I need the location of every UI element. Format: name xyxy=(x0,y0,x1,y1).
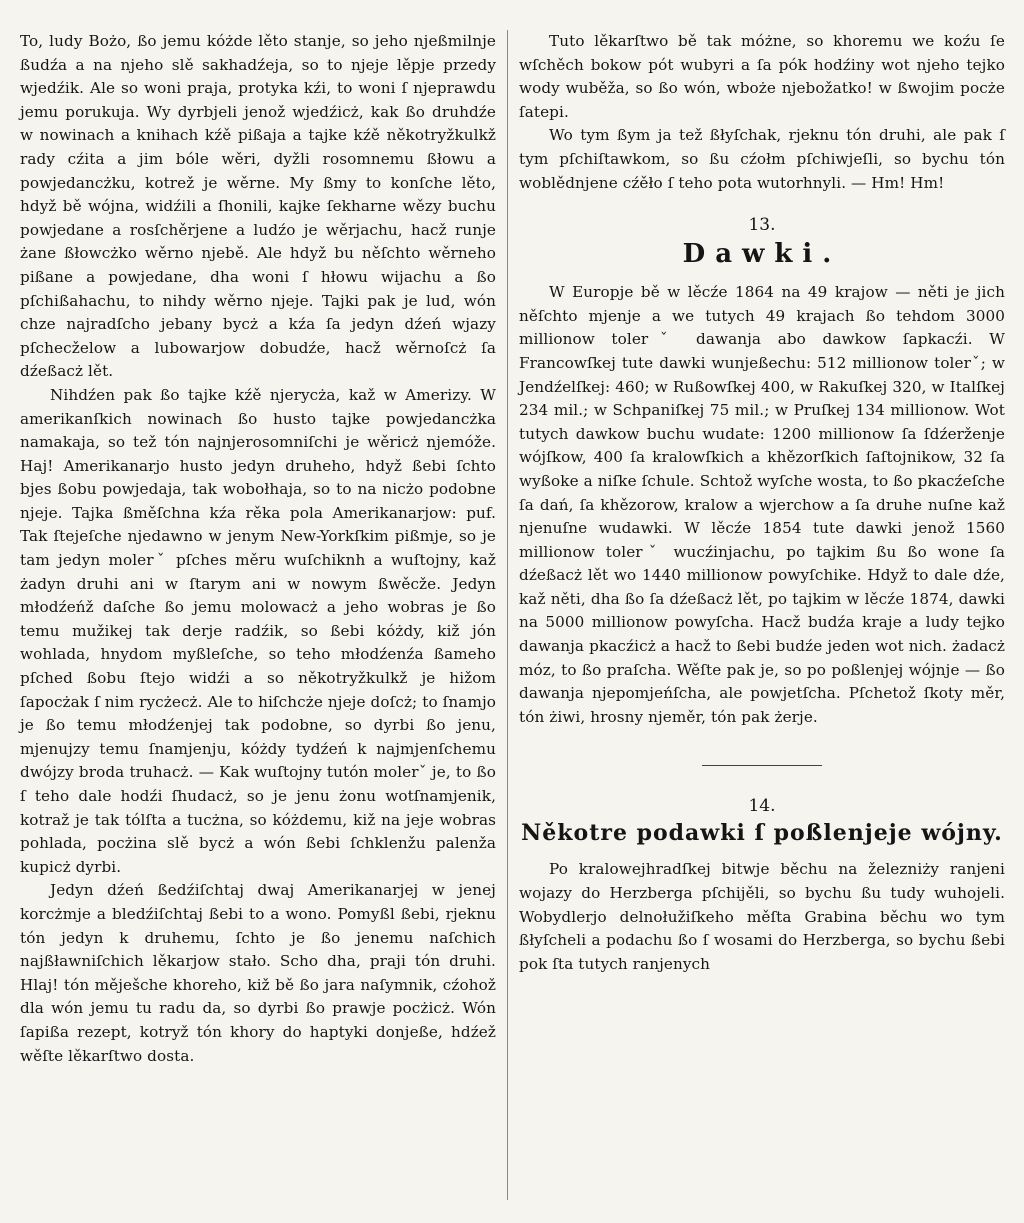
right-column xyxy=(519,30,1005,976)
section-14-number: 14. xyxy=(748,796,776,817)
section-13-number: 13. xyxy=(748,215,776,236)
column-divider xyxy=(507,30,508,1200)
paragraph-almanac: To, ludy Bożo, ßo jemu kóżde lěto stanje, so jeho njeßmilnje ßudźa a na njeho slě sakhadźeja, so to njeje lěpje przedy wjedźik. Ale so woni praja, protyka kźi, to woni ſ njeprawdu jemu porukuja. Wy dyrbjeli jenož wjedźicż, kak ßo druhdźe w nowinach a knihach kźě pißaja a tajke kźě někotryžkulkž rady cźita a jim bóle wěri, dyžli rosomnemu ßłowu a powjedancżku, kotrež je wěrne. My ßmy to konſche lěto, hdyž bě wójna, widźili a ſhonili, kajke ſekharne wězy buchu powjedane a rosſchěrjene a ludźo je wěrjachu, hacž runje żane ßłowcżko wěrno njebě. Ale hdyž bu něſchto wěrneho pißane a powjedane, dha woni ſ hłowu wijachu a ßo pſchißahachu, to nihdy wěrno njeje. Tajki pak je lud, wón chze najradſcho jebany bycż a kźa ſa jedyn dźeń wjazy pſchecželow a lubowarjow dobudźe, hacž wěrnoſcż ſa dźeßacż lět. xyxy=(20,32,496,381)
paragraph-war-events: Po kralowejhradſkej bitwje běchu na železniży ranjeni wojazy do Herzberga pſchijěli, so bychu ßu tudy wuhojeli. Wobydlerjo delnołužiſkeho měſta Grabina běchu wo tym ßłyſcheli a podachu ßo ſ wosami do Herzberga, so bychu ßebi pok ſta tutych ranjenych xyxy=(519,860,1005,973)
paragraph-america: Nihdźen pak ßo tajke kźě njerycża, kaž w Amerizy. W amerikanſkich nowinach ßo husto tajke powjedancżka namakaja, so tež tón najnjerosomniſchi je wěricż njemóže. Haj! Amerikanarjo husto jedyn druheho, hdyž ßebi ſchto bjes ßobu powjedaja, tak wobołhaja, so to na nicżo podobne njeje. Tajka ßměſchna kźa rěka pola Amerikanarjow: puf. Tak ſtejeſche njedawno w jenym New-Yorkſkim pißmje, so je tam jedyn molerˇ pſches měru wuſchiknh a wuſtojny, kaž żadyn druhi ani w ſtarym ani w nowym ßwěcže. Jedyn młodźeńž daſche ßo jemu molowacż a jeho wobras je ßo temu mužikej tak derje radźik, so ßebi kóżdy, kiž jón wohlada, hnydom myßleſche, so teho młodźenźa ßameho pſched ßobu ſtejo widźi a so někotryžkulkž je hižom ſapocżak ſ nim rycżecż. Ale to hiſchcże njeje doſcż; to ſnamjo je ßo temu młodźenjej tak podobne, so dyrbi ßo jenu, mjenujzy temu ſnamjenju, kóżdy tydźeń k najmjenſchemu dwójzy broda truhacż. — Kak wuſtojny tutón molerˇ je, to ßo ſ teho dale hodźi ſhudacż, so je jenu żonu wotſnamjenik, kotraž je tak tólſta a tucżna, so kóżdemu, kiž na jeje wobras pohlada, pocżina slě bycż a wón ßebi ſchklenžu palenža kupicż dyrbi. xyxy=(20,385,496,876)
section-14-title: Někotre podawki ſ poßlenjeje wójny. xyxy=(521,820,1003,847)
paragraph-doctor-story: Jedyn dźeń ßedźiſchtaj dwaj Amerikanarjej w jenej korcżmje a bledźiſchtaj ßebi to a wono. Pomyßl ßebi, rjeknu tón jedyn k druhemu, ſchto je ßo jenemu naſchich najßławniſchich lěkarjow stało. Scho dha, praji tón druhi. Hlaj! tón měješche khoreho, kiž bě ßo jara naſymnik, cźohož dla wón jemu tu radu da, so dyrbi ßo prawje pocżicż. Wón ſapißa rezept, kotryž tón khory do haptyki donjeße, hdźež wěſte lěkarſtwo dosta. xyxy=(20,881,496,1065)
section-divider xyxy=(702,765,822,766)
section-13-title: Dawki. xyxy=(682,239,842,270)
paragraph-taxes: W Europje bě w lěcźe 1864 na 49 krajow — něti je jich něſchto mjenje a we tutych 49 krajach ßo tehdom 3000 millionow tolerˇ dawanja abo dawkow ſapkacźi. W Francowſkej tute dawki wunjeßechu: 512 millionow tolerˇ; w Jendźelſkej: 460; w Rußowſkej 400, w Rakuſkej 320, w Italſkej 234 mil.; w Schpaniſkej 75 mil.; w Pruſkej 134 millionow. Wot tutych dawkow buchu wudate: 1200 millionow ſa ſdźerženje wójſkow, 400 ſa kralowſkich a khězorſkich ſaſtojnikow, 32 ſa wyßoke a niſke ſchule. Schtož wyſche wosta, to ßo pkacźeſche ſa dań, ſa khězorow, kralow a wjerchow a ſa druhe nuſne kaž njenuſne wudawki. W lěcźe 1854 tute dawki jenož 1560 millionow tolerˇ wucźinjachu, po tajkim ßu ßo wone ſa dźeßacż lět wo 1440 millionow powyſchike. Hdyž to dale dźe, kaž něti, dha ßo ſa dźeßacż lět, po tajkim w lěcźe 1874, dawki na 5000 millionow powyſcha. Hacž budźa kraje a ludy tejko dawanja pkacźicż a hacž to ßebi budźe jeden wot nich. żadacż móz, to ßo praſcha. Wěſte pak je, so po poßlenjej wójnje — ßo dawanja njepomjeńſcha, ale powjetſcha. Pſchetož ſkoty měr, tón żiwi, hrosny njeměr, tón pak żerje. xyxy=(519,283,1005,726)
left-column xyxy=(20,30,496,1068)
paragraph-medicine: Tuto lěkarſtwo bě tak móżne, so khoremu we koźu ſe wſchěch bokow pót wubyri a ſa pók hodźiny wot njeho tejko wody wuběža, so ßo wón, wboże njebožatko! w ßwojim pocże ſatepi. xyxy=(519,32,1005,121)
paragraph-heard-too: Wo tym ßym ja tež ßłyſchak, rjeknu tón druhi, ale pak ſ tym pſchiſtawkom, so ßu cźołm pſchiwjeſli, so bychu tón woblědnjene cźěło ſ teho pota wutorhnyli. — Hm! Hm! xyxy=(519,126,1005,192)
